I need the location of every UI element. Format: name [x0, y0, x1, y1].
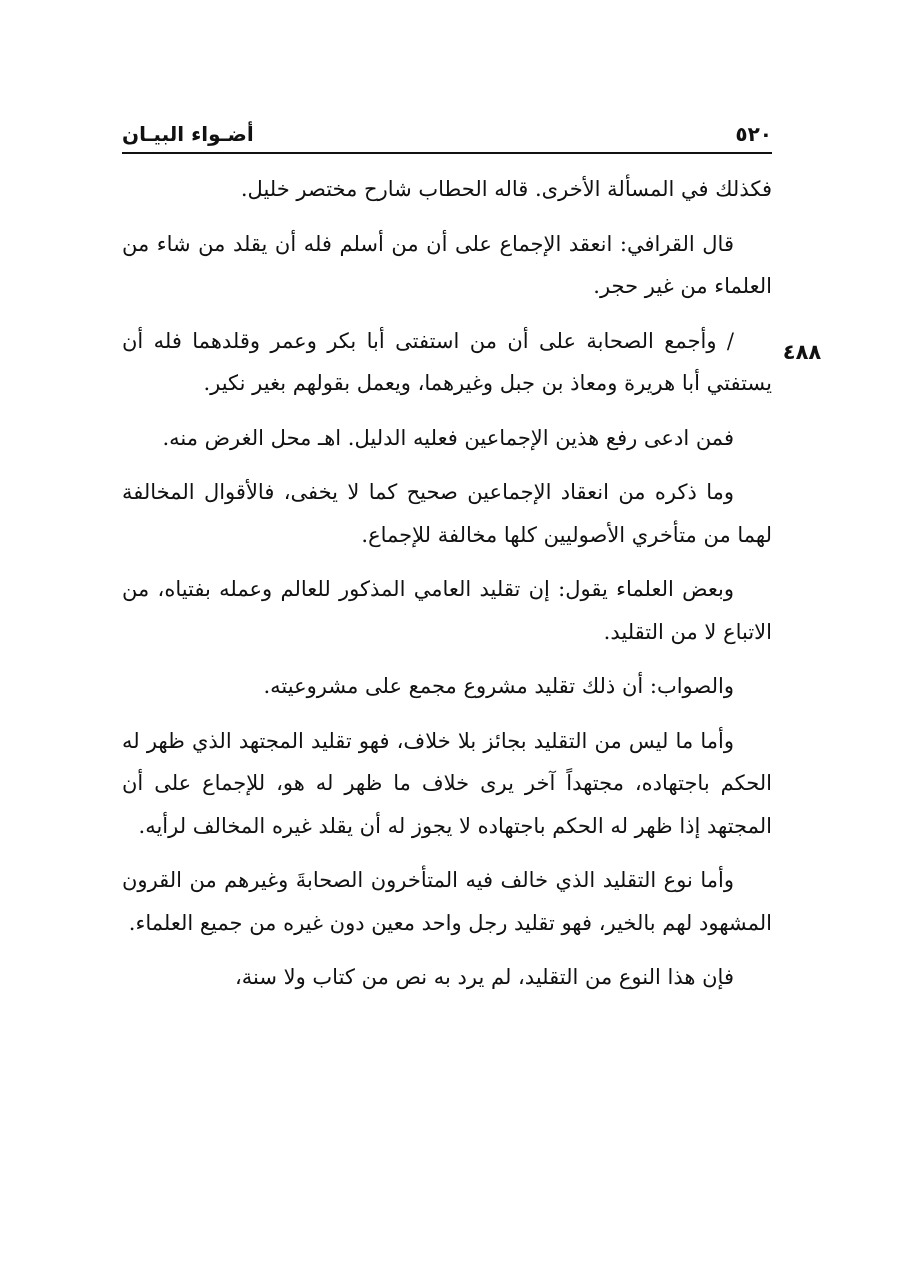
paragraph: / وأجمع الصحابة على أن من استفتى أبا بكر وعمر وقلدهما فله أن يستفتي أبا هريرة ومعاذ بن جبل وغيرهما، ويعمل بقولهم بغير نكير. — [122, 328, 772, 395]
main-text — [122, 168, 772, 1011]
paragraph: فكذلك في المسألة الأخرى. قاله الحطاب شارح مختصر خليل. — [240, 177, 772, 201]
page-number: ٥٢٠ — [735, 122, 772, 146]
paragraph: وأما ما ليس من التقليد بجائز بلا خلاف، فهو تقليد المجتهد الذي ظهر له الحكم باجتهاده، مجتهداً آخر يرى خلاف ما ظهر له هو، للإجماع على أن المجتهد إذا ظهر له الحكم باجتهاده لا يجوز له أن يقلد غيره المخالف لرأيه. — [122, 728, 772, 838]
paragraph: قال القرافي: انعقد الإجماع على أن من أسلم فله أن يقلد من شاء من العلماء من غير حجر. — [122, 231, 772, 298]
paragraph: والصواب: أن ذلك تقليد مشروع مجمع على مشروعيته. — [263, 674, 734, 698]
paragraph: فمن ادعى رفع هذين الإجماعين فعليه الدليل. اهـ محل الغرض منه. — [162, 425, 734, 450]
paragraph: وبعض العلماء يقول: إن تقليد العامي المذكور للعالم وعمله بفتياه، من الاتباع لا من التقليد. — [122, 577, 772, 644]
margin-page-reference: ٤٨٨ — [782, 340, 822, 364]
paragraph: فإن هذا النوع من التقليد، لم يرد به نص من كتاب ولا سنة، — [234, 965, 734, 989]
paragraph: وأما نوع التقليد الذي خالف فيه المتأخرون الصحابةَ وغيرهم من القرون المشهود لهم بالخير، فهو تقليد رجل واحد معين دون غيره من جميع العلماء. — [122, 868, 772, 935]
running-header — [122, 112, 772, 152]
header-rule — [122, 152, 772, 154]
paragraph: وما ذكره من انعقاد الإجماعين صحيح كما لا يخفى، فالأقوال المخالفة لهما من متأخري الأصوليين كلها مخالفة للإجماع. — [122, 480, 772, 547]
book-title: أضـواء البيـان — [122, 122, 254, 146]
